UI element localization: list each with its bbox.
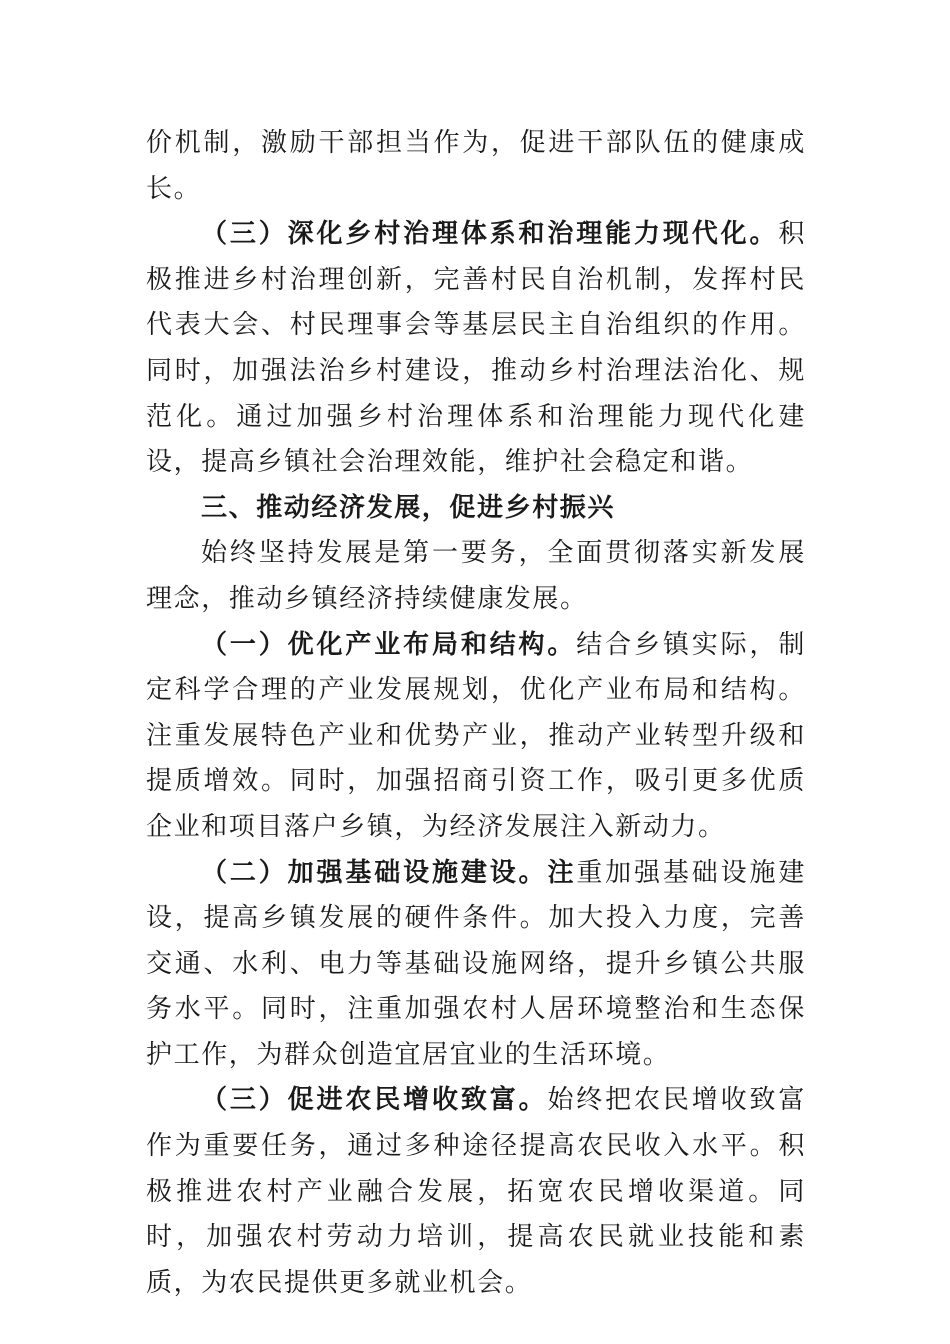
paragraph-income-text: 始终把农民增收致富作为重要任务，通过多种途径提高农民收入水平。积极推进农村产业融合发展，拓宽农民增收渠道。同时，加强农村劳动力培训，提高农民就业技能和素质，为农民提供更多就业机会。 <box>146 1085 806 1298</box>
paragraph-industry <box>146 623 806 851</box>
paragraph-governance-title: （三）深化乡村治理体系和治理能力现代化。 <box>201 219 779 250</box>
paragraph-section-3-intro-text: 始终坚持发展是第一要务，全面贯彻落实新发展理念，推动乡镇经济持续健康发展。 <box>146 538 806 614</box>
paragraph-1 <box>146 121 806 212</box>
paragraph-industry-text: 结合乡镇实际，制定科学合理的产业发展规划，优化产业布局和结构。注重发展特色产业和优势产业，推动产业转型升级和提质增效。同时，加强招商引资工作，吸引更多优质企业和项目落户乡镇，为经济发展注入新动力。 <box>146 629 806 842</box>
paragraph-infrastructure <box>146 851 806 1079</box>
paragraph-infrastructure-title: （二）加强基础设施建设。 <box>201 857 548 888</box>
paragraph-governance-text: 积极推进乡村治理创新，完善村民自治机制，发挥村民代表大会、村民理事会等基层民主自治组织的作用。同时，加强法治乡村建设，推动乡村治理法治化、规范化。通过加强乡村治理体系和治理能力现代化建设，提高乡镇社会治理效能，维护社会稳定和谐。 <box>146 219 806 478</box>
paragraph-section-3-intro <box>146 531 806 622</box>
paragraph-income <box>146 1078 806 1306</box>
paragraph-industry-title: （一）优化产业布局和结构。 <box>201 629 577 660</box>
paragraph-infrastructure-title-tail: 注 <box>547 857 577 888</box>
section-3-heading: 三、推动经济发展，促进乡村振兴 <box>201 492 616 523</box>
paragraph-income-title: （三）促进农民增收致富。 <box>201 1085 548 1116</box>
document-body <box>146 121 806 1306</box>
paragraph-governance <box>146 212 806 486</box>
paragraph-1-text: 价机制，激励干部担当作为，促进干部队伍的健康成长。 <box>146 128 806 204</box>
paragraph-infrastructure-text: 重加强基础设施建设，提高乡镇发展的硬件条件。加大投入力度，完善交通、水利、电力等基础设施网络，提升乡镇公共服务水平。同时，注重加强农村人居环境整治和生态保护工作，为群众创造宜居宜业的生活环境。 <box>146 857 806 1070</box>
